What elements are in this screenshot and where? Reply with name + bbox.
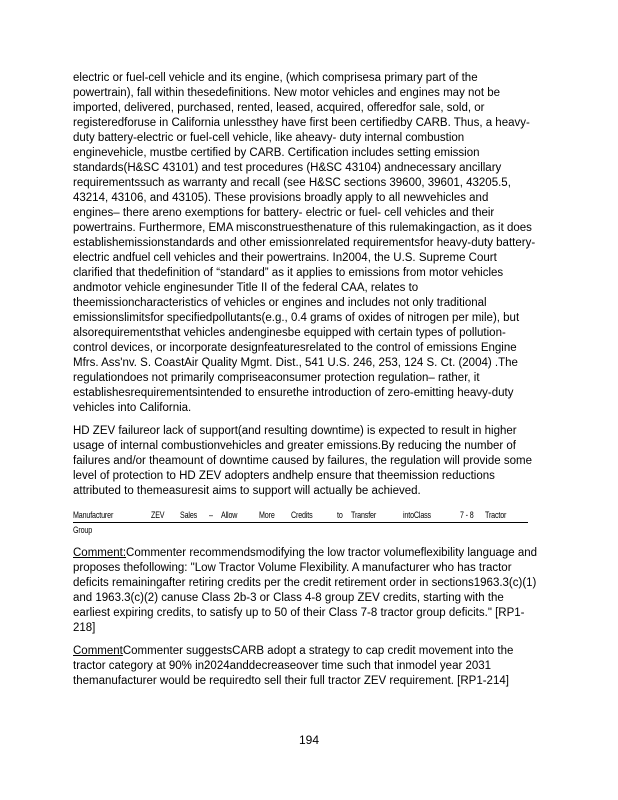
col-tractor: Tractor xyxy=(485,510,507,521)
table-header xyxy=(73,510,528,538)
table-rule xyxy=(73,522,528,523)
body-paragraph: HD ZEV failureor lack of support(and resulting downtime) is expected to result in higher usage of internal combustionvehicles and greater emissions.By reducing the number of failures and/or theamount of downtime caused by failures, the regulation will provide some level of protection to HD ZEV adopters andhelp ensure that theemission reductions attributed to themeasuresit aims to support will actually be achieved. xyxy=(73,425,532,497)
comment-paragraph xyxy=(73,644,538,689)
page-number: 194 xyxy=(298,733,320,747)
col-allow: Allow xyxy=(221,510,238,521)
comment-label: Comment xyxy=(73,645,123,657)
col-into-class: intoClass xyxy=(403,510,431,521)
comment-text: Commenter recommendsmodifying the low tractor volumeflexibility language and proposes thefollowing: "Low Tractor Volume Flexibility. A manufacturer who has tractor deficits remainingafter retiring credits per the credit retirement order in sections1963.3(c)(1) and 1963.3(c)(2) canuse Class 2b-3 or Class 4-8 group ZEV credits, starting with the earliest expiring credits, to satisfy up to 50 of their Class 7-8 tractor group deficits." [RP1-218] xyxy=(73,547,538,634)
comment-paragraph xyxy=(73,546,538,636)
col-manufacturer: Manufacturer xyxy=(73,510,114,521)
col-credits: Credits xyxy=(291,510,313,521)
comment-text: Commenter suggestsCARB adopt a strategy to cap credit movement into the tractor category at 90% in2024anddecreaseover time such that inmodel year 2031 themanufacturer would be requiredto sell their full tractor ZEV requirement. [RP1-214] xyxy=(73,645,514,687)
col-transfer: Transfer xyxy=(351,510,377,521)
col-sales: Sales xyxy=(180,510,198,521)
body-paragraph: electric or fuel-cell vehicle and its engine, (which comprisesa primary part of the powertrain), fall within thesedefinitions. New motor vehicles and engines may not be imported, delivered, purchased, rented, leased, acquired, offeredfor sale, sold, or registeredforuse in California unlessthey have first been certifiedby CARB. Thus, a heavy-duty battery-electric or fuel-cell vehicle, like aheavy- duty internal combustion enginevehicle, mustbe certified by CARB. Certification includes setting emission standards(H&SC 43101) and test procedures (H&SC 43104) andnecessary ancillary requirementssuch as warranty and recall (see H&SC sections 39600, 39601, 43205.5, 43214, 43106, and 43105). These provisions broadly apply to all newvehicles and engines– there areno exemptions for battery- electric or fuel- cell vehicles and their powertrains. Furthermore, EMA misconstruesthenature of this rulemakingaction, as it does establishemissionstandards and other emissionrelated requirementsfor heavy-duty battery-electric andfuel cell vehicles and their powertrains. In2004, the U.S. Supreme Court clarified that thedefinition of “standard” as it applies to emissions from motor vehicles andmotor vehicle enginesunder Title II of the federal CAA, relates to theemissioncharacteristics of vehicles or engines and includes not only traditional emissionslimitsfor specifiedpollutants(e.g., 0.4 grams of oxides of nitrogen per mile), but alsorequirementsthat vehicles andenginesbe equipped with certain types of pollution-control devices, or incorporate designfeaturesrelated to the control of emissions Engine Mfrs. Ass'nv. S. CoastAir Quality Mgmt. Dist., 541 U.S. 246, 253, 124 S. Ct. (2004) .The regulationdoes not primarily compriseaconsumer protection regulation– rather, it establishesrequirementsintended to ensurethe introduction of zero-emitting heavy-duty vehicles into California. xyxy=(73,72,536,414)
col-zev: ZEV xyxy=(151,510,165,521)
col-dash: – xyxy=(209,510,213,521)
col-group: Group xyxy=(73,525,93,536)
col-class-range: 7 - 8 xyxy=(460,510,474,521)
col-to: to xyxy=(337,510,343,521)
comment-label: Comment: xyxy=(73,547,127,559)
col-more: More xyxy=(259,510,275,521)
